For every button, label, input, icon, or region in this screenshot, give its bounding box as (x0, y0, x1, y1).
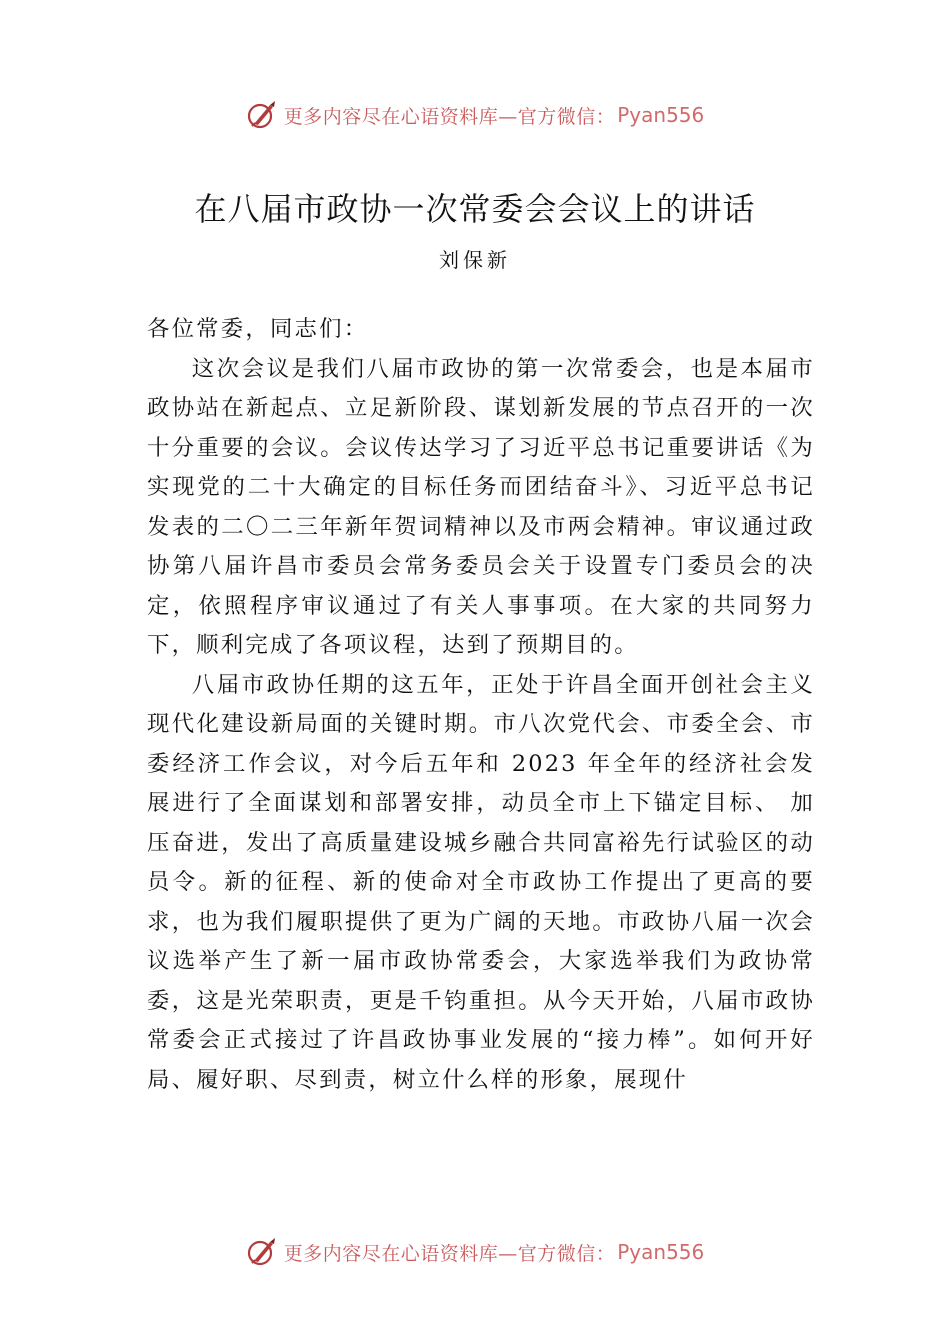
document-title: 在八届市政协一次常委会会议上的讲话 (194, 190, 756, 228)
document-author: 刘保新 (439, 248, 511, 272)
watermark-banner-top (0, 95, 950, 135)
banner-wechat-id: Pyan556 (617, 103, 705, 127)
watermark-banner-bottom (0, 1232, 950, 1272)
quill-pen-logo-icon (246, 99, 278, 131)
document-body (147, 310, 815, 1100)
banner-wechat-id: Pyan556 (617, 1240, 705, 1264)
quill-pen-logo-icon (246, 1236, 278, 1268)
paragraph: 这次会议是我们八届市政协的第一次常委会，也是本届市政协站在新起点、立足新阶段、谋划新发展的节点召开的一次十分重要的会议。会议传达学习了习近平总书记重要讲话《为实现党的二十大确定的目标任务而团结奋斗》、习近平总书记发表的二〇二三年新年贺词精神以及市两会精神。审议通过政协第八届许昌市委员会常务委员会关于设置专门委员会的决定，依照程序审议通过了有关人事事项。在大家的共同努力下，顺利完成了各项议程，达到了预期目的。 (147, 355, 815, 658)
salutation: 各位常委，同志们： (147, 316, 369, 342)
paragraph: 八届市政协任期的这五年，正处于许昌全面开创社会主义现代化建设新局面的关键时期。市八次党代会、市委全会、市委经济工作会议，对今后五年和 2023 年全年的经济社会发展进行了全面谋划和部署安排，动员全市上下锚定目标、 加压奋进，发出了高质量建设城乡融合共同富裕先行试验区的动员令。新的征程、新的使命对全市政协工作提出了更高的要求，也为我们履职提供了更为广阔的天地。市政协八届一次会议选举产生了新一届市政协常委会，大家选举我们为政协常委，这是光荣职责，更是千钧重担。从今天开始，八届市政协常委会正式接过了许昌政协事业发展的“接力棒”。如何开好局、履好职、尽到责，树立什么样的形象，展现什 (147, 671, 815, 1093)
banner-text: 更多内容尽在心语资料库—官方微信： (283, 1242, 616, 1265)
banner-text: 更多内容尽在心语资料库—官方微信： (283, 105, 616, 128)
